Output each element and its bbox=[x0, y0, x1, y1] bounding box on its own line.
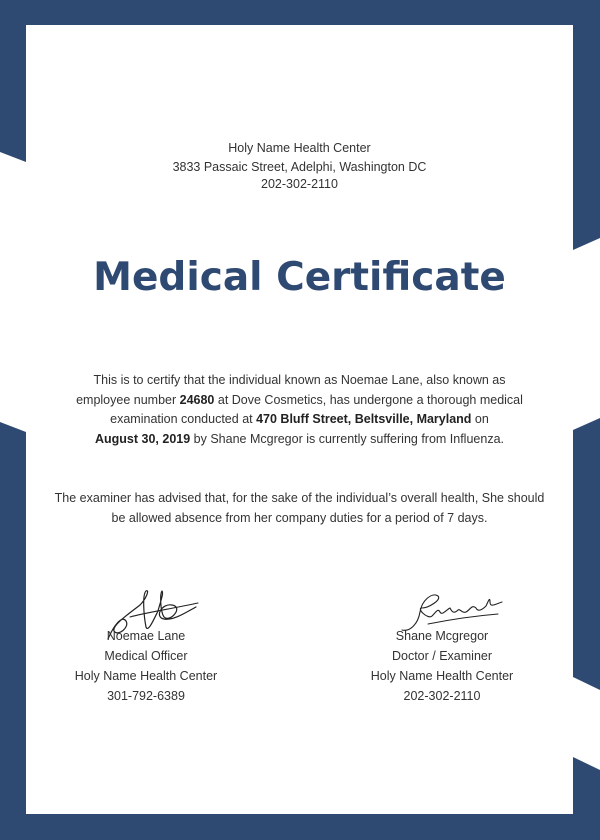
issuer-phone: 202-302-2110 bbox=[261, 177, 338, 191]
exam-date: August 30, 2019 bbox=[95, 431, 191, 446]
issuer-address: 3833 Passaic Street, Adelphi, Washington DC bbox=[172, 160, 427, 174]
signatory-right-org: Holy Name Health Center bbox=[370, 669, 514, 683]
signatory-left bbox=[36, 626, 256, 706]
right-accent-upper bbox=[573, 238, 600, 430]
signatory-right-name: Shane Mcgregor bbox=[395, 629, 489, 643]
recommendation-paragraph bbox=[26, 489, 573, 528]
employee-number: 24680 bbox=[179, 392, 215, 407]
signatory-left-phone: 301-792-6389 bbox=[107, 689, 185, 703]
certificate-page bbox=[26, 25, 573, 814]
exam-location: 470 Bluff Street, Beltsville, Maryland bbox=[256, 412, 472, 426]
left-accent-upper bbox=[0, 152, 26, 432]
paragraph-line: be allowed absence from her company duties for a period of 7 days. bbox=[111, 510, 488, 525]
issuer-name: Holy Name Health Center bbox=[228, 141, 371, 155]
certification-paragraph bbox=[26, 371, 573, 449]
paragraph-line: examination conducted at 470 Bluff Street, Beltsville, Maryland on bbox=[110, 412, 489, 426]
signatory-left-org: Holy Name Health Center bbox=[74, 669, 218, 683]
paragraph-line: This is to certify that the individual known as Noemae Lane, also known as bbox=[93, 373, 506, 387]
paragraph-line: The examiner has advised that, for the sake of the individual’s overall health, She should bbox=[54, 491, 545, 505]
signatory-left-name: Noemae Lane bbox=[106, 629, 186, 643]
right-accent-lower bbox=[573, 677, 600, 770]
paragraph-line: employee number 24680 at Dove Cosmetics, has undergone a thorough medical bbox=[76, 392, 523, 407]
page-title: Medical Certificate bbox=[93, 255, 506, 300]
signatory-right-phone: 202-302-2110 bbox=[403, 689, 481, 703]
signatory-right-role: Doctor / Examiner bbox=[391, 649, 493, 663]
signatory-right bbox=[332, 626, 552, 706]
paragraph-line: August 30, 2019 by Shane Mcgregor is currently suffering from Influenza. bbox=[95, 431, 504, 446]
signatory-left-role: Medical Officer bbox=[104, 649, 188, 663]
